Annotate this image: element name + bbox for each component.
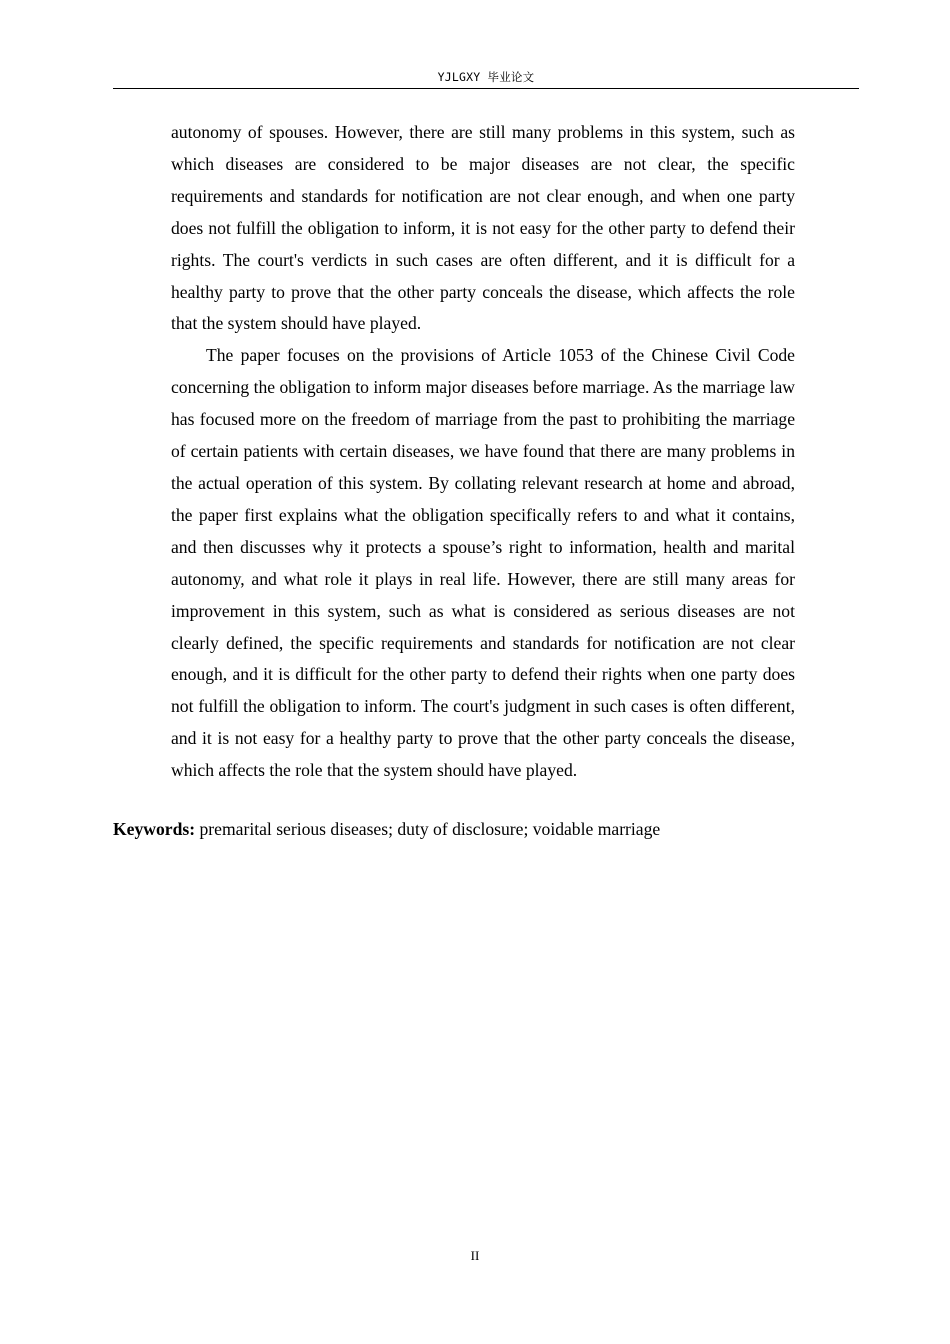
keywords-label: Keywords:	[113, 819, 196, 839]
keywords-text: premarital serious diseases; duty of disclosure; voidable marriage	[199, 819, 661, 839]
page-header	[113, 66, 859, 89]
abstract-paragraph: The paper focuses on the provisions of Article 1053 of the Chinese Civil Code concerning the obligation to inform major diseases before marriage. As the marriage law has focused more on the freedom of marriage from the past to prohibiting the marriage of certain patients with certain diseases, we have found that there are many problems in the actual operation of this system. By collating relevant research at home and abroad, the paper first explains what the obligation specifically refers to and what it contains, and then discusses why it protects a spouse’s right to information, health and marital autonomy, and what role it plays in real life. However, there are still many areas for improvement in this system, such as what is considered as serious diseases are not clearly defined, the specific requirements and standards for notification are not clear enough, and it is difficult for the other party to defend their rights when one party does not fulfill the obligation to inform. The court's judgment in such cases is often different, and it is not easy for a healthy party to prove that the other party conceals the disease, which affects the role that the system should have played.	[171, 345, 795, 781]
abstract-body	[171, 117, 795, 787]
header-title: YJLGXY 毕业论文	[437, 70, 535, 84]
keywords-line	[113, 815, 853, 843]
page-number: II	[470, 1248, 480, 1263]
abstract-paragraph-continued: autonomy of spouses. However, there are still many problems in this system, such as which diseases are considered to be major diseases are not clear, the specific requirements and standards for notification are not clear enough, and when one party does not fulfill the obligation to inform, it is not easy for the other party to defend their rights. The court's verdicts in such cases are often different, and it is difficult for a healthy party to prove that the other party conceals the disease, which affects the role that the system should have played.	[171, 122, 795, 334]
